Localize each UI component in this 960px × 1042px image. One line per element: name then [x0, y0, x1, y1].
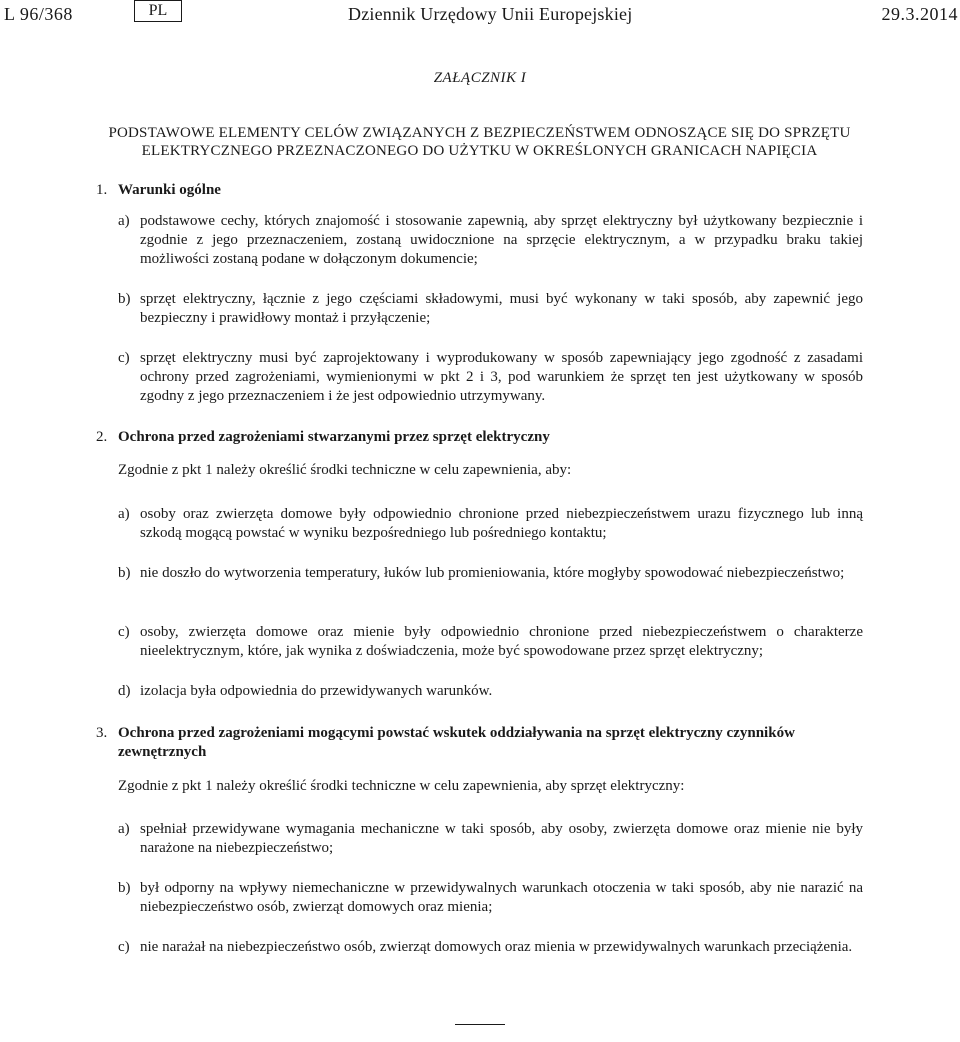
item-text: osoby, zwierzęta domowe oraz mienie były odpowiednio chronione przed niebezpieczeństwem o charakterze nieelektrycznym, które, jak wynika z doświadczenia, może być spowodowane przez sprzęt elektryczny;	[140, 624, 863, 659]
item-label: c)	[118, 624, 130, 640]
journal-title: Dziennik Urzędowy Unii Europejskiej	[348, 4, 633, 24]
item-text: nie narażał na niebezpieczeństwo osób, zwierząt domowych oraz mienia w przewidywalnych warunkach przeciążenia.	[140, 939, 853, 955]
item-label: c)	[118, 350, 130, 366]
item-label: c)	[118, 939, 130, 955]
section-intro: Zgodnie z pkt 1 należy określić środki techniczne w celu zapewnienia, aby sprzęt elektryczny:	[118, 778, 685, 794]
section-heading: Warunki ogólne	[118, 182, 221, 198]
item-label: d)	[118, 683, 131, 699]
document-title: PODSTAWOWE ELEMENTY CELÓW ZWIĄZANYCH Z BEZPIECZEŃSTWEM ODNOSZĄCE SIĘ DO SPRZĘTU ELEKTRYCZNEGO PRZEZNACZONEGO DO UŻYTKU W OKREŚLONYCH GRANICACH NAPIĘCIA	[108, 125, 851, 159]
item-label: a)	[118, 213, 130, 229]
section-heading: Ochrona przed zagrożeniami stwarzanymi przez sprzęt elektryczny	[118, 429, 550, 445]
section-heading: Ochrona przed zagrożeniami mogącymi powstać wskutek oddziaływania na sprzęt elektryczny czynników zewnętrznych	[118, 725, 795, 760]
language-badge: PL	[134, 0, 182, 22]
item-text: podstawowe cechy, których znajomość i stosowanie zapewnią, aby sprzęt elektryczny był użytkowany bezpiecznie i zgodnie z jego przeznaczeniem, zostaną uwidocznione na sprzęcie elektrycznym, a w przypadku braku takiej możliwości zostaną podane w dołączonym dokumencie;	[140, 213, 863, 267]
item-label: b)	[118, 880, 131, 896]
page-header	[0, 0, 960, 34]
item-text: sprzęt elektryczny, łącznie z jego częściami składowymi, musi być wykonany w taki sposób, aby zapewnić jego bezpieczny i prawidłowy montaż i przyłączenie;	[140, 291, 863, 326]
item-label: b)	[118, 291, 131, 307]
item-text: był odporny na wpływy niemechaniczne w przewidywalnych warunkach otoczenia w taki sposób, aby nie narazić na niebezpieczeństwo osób, zwierząt domowych oraz mienia;	[140, 880, 863, 915]
section-number: 1.	[96, 182, 108, 198]
item-label: b)	[118, 565, 131, 581]
item-text: spełniał przewidywane wymagania mechaniczne w taki sposób, aby osoby, zwierzęta domowe oraz mienie nie były narażone na niebezpieczeństwo;	[140, 821, 863, 856]
page-reference: L 96/368	[4, 4, 73, 24]
publication-date: 29.3.2014	[881, 4, 958, 24]
item-label: a)	[118, 821, 130, 837]
section-number: 3.	[96, 725, 108, 741]
item-text: osoby oraz zwierzęta domowe były odpowiednio chronione przed niebezpieczeństwem urazu fizycznego lub inną szkodą mogącą powstać w wyniku bezpośredniego lub pośredniego kontaktu;	[140, 506, 863, 541]
item-text: izolacja była odpowiednia do przewidywanych warunków.	[140, 683, 493, 699]
section-intro: Zgodnie z pkt 1 należy określić środki techniczne w celu zapewnienia, aby:	[118, 462, 572, 478]
item-text: nie doszło do wytworzenia temperatury, łuków lub promieniowania, które mogłyby spowodować niebezpieczeństwo;	[140, 565, 845, 581]
item-label: a)	[118, 506, 130, 522]
item-text: sprzęt elektryczny musi być zaprojektowany i wyprodukowany w sposób zapewniający jego zgodność z zasadami ochrony przed zagrożeniami, wymienionymi w pkt 2 i 3, pod warunkiem że sprzęt ten jest użytkowany w sposób zgodny z jego przeznaczeniem i że jest odpowiednio utrzymywany.	[140, 350, 863, 404]
section-number: 2.	[96, 429, 108, 445]
footer-divider	[455, 1024, 505, 1025]
annex-title: ZAŁĄCZNIK I	[433, 70, 527, 86]
